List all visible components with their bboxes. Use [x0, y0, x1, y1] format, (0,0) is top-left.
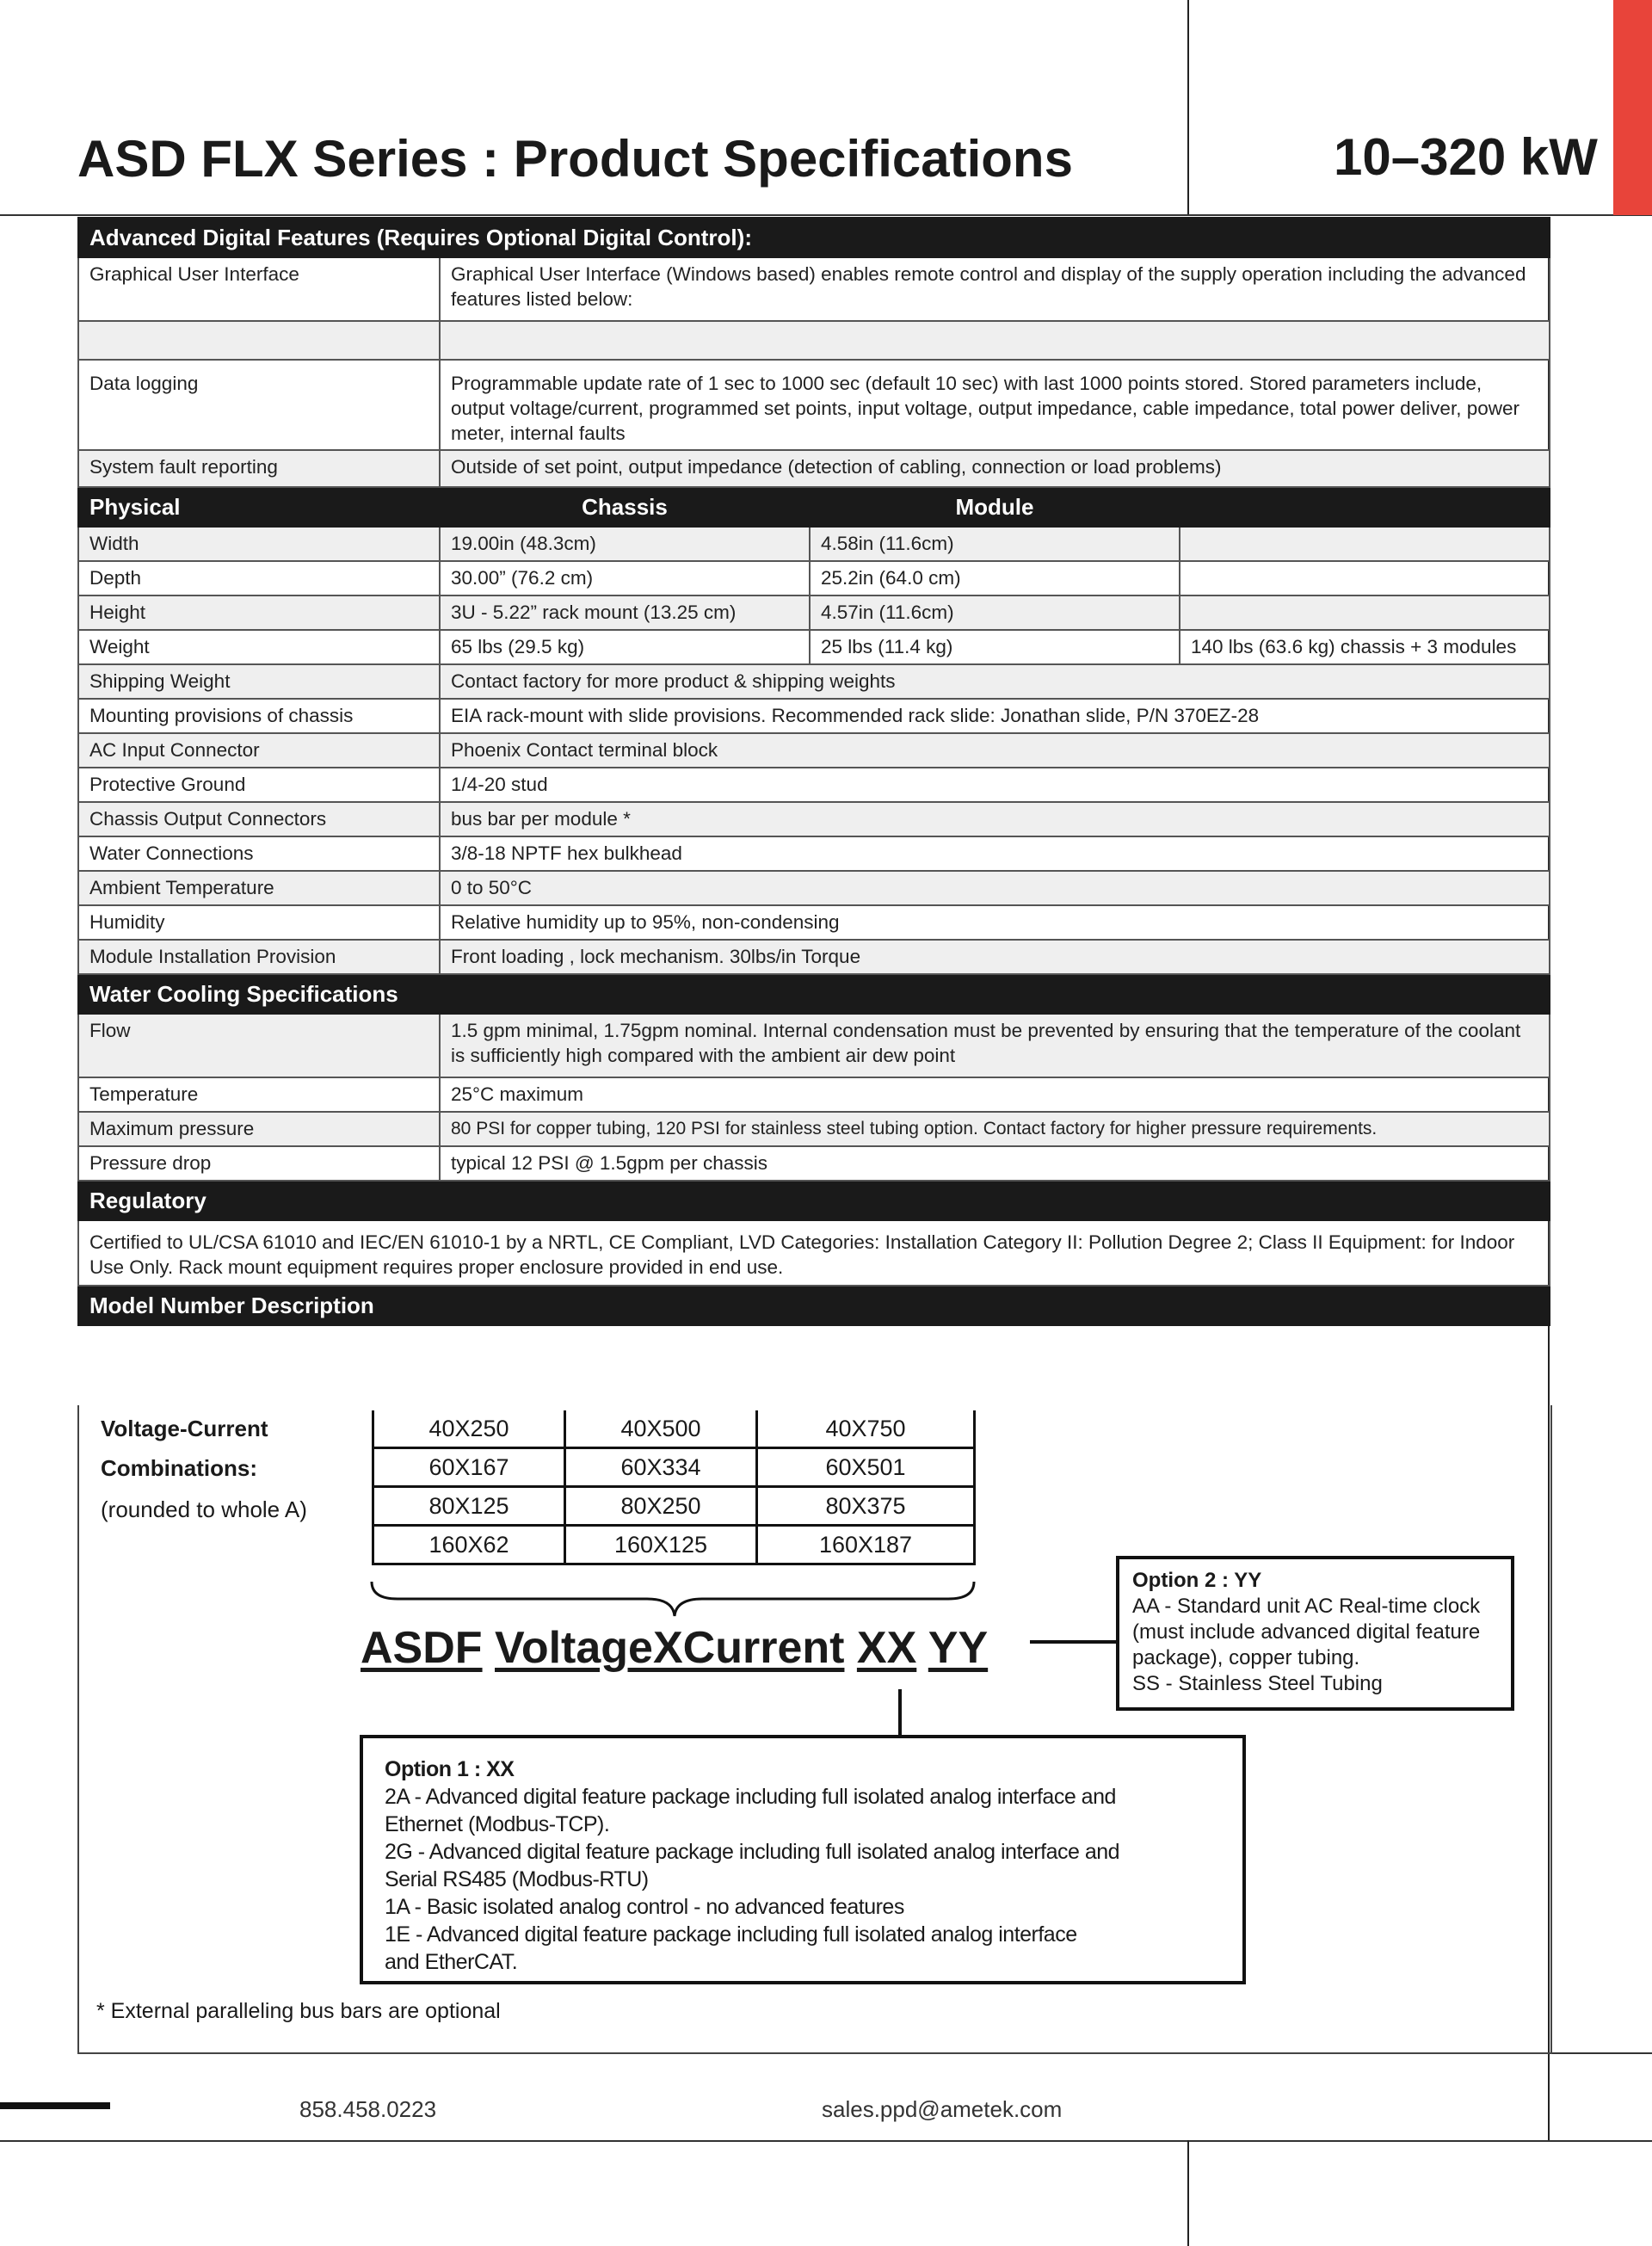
row-value: 1.5 gpm minimal, 1.75gpm nominal. Internal condensation must be prevented by ensuring that the temperature of the coolant is sufficiently high compared with the ambient air dew point: [440, 1014, 1550, 1077]
table-row: [78, 1220, 1550, 1286]
combo-cell: 40X750: [757, 1410, 975, 1448]
table-row: [78, 940, 1550, 974]
row-value: 80 PSI for copper tubing, 120 PSI for stainless steel tubing option. Contact factory for higher pressure requirements.: [440, 1112, 1550, 1146]
combo-cell: 160X62: [373, 1526, 565, 1564]
combo-cell: 80X375: [757, 1487, 975, 1526]
combo-cell: 40X500: [565, 1410, 757, 1448]
section-header-advanced: [78, 218, 1550, 257]
section-title: Advanced Digital Features (Requires Optional Digital Control):: [78, 218, 1550, 257]
row-label: Height: [78, 595, 440, 630]
table-row: [78, 905, 1550, 940]
row-value: 1/4-20 stud: [440, 768, 1550, 802]
row-value: [440, 321, 1550, 360]
combo-cell: 80X250: [565, 1487, 757, 1526]
row-extra: [1180, 561, 1550, 595]
row-value: Contact factory for more product & shipping weights: [440, 664, 1550, 699]
row-label: Graphical User Interface: [78, 257, 440, 321]
footer-phone: 858.458.0223: [299, 2096, 437, 2122]
option2-line: SS - Stainless Steel Tubing: [1132, 1672, 1383, 1695]
table-row: [78, 1146, 1550, 1181]
row-value: typical 12 PSI @ 1.5gpm per chassis: [440, 1146, 1550, 1181]
header-underline: [0, 214, 1652, 216]
combo-cell: 60X501: [757, 1448, 975, 1487]
combo-cell: 160X125: [565, 1526, 757, 1564]
row-label: Pressure drop: [78, 1146, 440, 1181]
table-row: [78, 450, 1550, 487]
row-label: Weight: [78, 630, 440, 664]
row-chassis: 3U - 5.22” rack mount (13.25 cm): [440, 595, 810, 630]
option1-line: 2A - Advanced digital feature package including full isolated analog interface and Ethernet (Modbus-TCP).: [385, 1785, 1116, 1836]
frame-line-top: [1187, 0, 1189, 215]
regulatory-text: Certified to UL/CSA 61010 and IEC/EN 61010-1 by a NRTL, CE Compliant, LVD Categories: Installation Category II: Pollution Degree 2; Class II Equipment: for Indoor Use Only. Rack mount equipment requires proper enclosure provided in end use.: [78, 1220, 1550, 1286]
spec-table-wrap: [77, 217, 1549, 1326]
row-label: Water Connections: [78, 836, 440, 871]
col-module: Module: [810, 487, 1180, 527]
table-row: [78, 836, 1550, 871]
row-value: bus bar per module *: [440, 802, 1550, 836]
section-title: Physical: [78, 487, 440, 527]
code-prefix: ASDF: [361, 1623, 483, 1673]
section-title: Regulatory: [78, 1181, 1550, 1220]
table-row: [78, 630, 1550, 664]
row-label: Ambient Temperature: [78, 871, 440, 905]
row-value: Programmable update rate of 1 sec to 1000 sec (default 10 sec) with last 1000 points stored. Stored parameters include, output voltage/current, programmed set points, input voltage, output impedance, cable impedance, total power deliver, power meter, internal faults: [440, 360, 1550, 450]
col-chassis: Chassis: [440, 487, 810, 527]
option2-box: [1116, 1556, 1514, 1711]
code-option1: XX: [856, 1623, 917, 1673]
section-header-model: [78, 1286, 1550, 1325]
row-chassis: 65 lbs (29.5 kg): [440, 630, 810, 664]
row-value: 25°C maximum: [440, 1077, 1550, 1112]
power-range: 10–320 kW: [1334, 128, 1598, 186]
row-label: Depth: [78, 561, 440, 595]
table-row: [78, 699, 1550, 733]
table-row: [78, 1077, 1550, 1112]
row-value: Front loading , lock mechanism. 30lbs/in Torque: [440, 940, 1550, 974]
row-label: Flow: [78, 1014, 440, 1077]
row-value: Phoenix Contact terminal block: [440, 733, 1550, 768]
row-label: Shipping Weight: [78, 664, 440, 699]
row-extra: [1180, 527, 1550, 561]
table-row: [78, 802, 1550, 836]
vc-label-1: Voltage-Current: [101, 1416, 268, 1441]
col-blank: [1180, 487, 1550, 527]
table-row: [78, 733, 1550, 768]
option1-box: [360, 1735, 1246, 1984]
row-label: Maximum pressure: [78, 1112, 440, 1146]
table-row: [78, 871, 1550, 905]
row-label: System fault reporting: [78, 450, 440, 487]
option1-line: 1E - Advanced digital feature package including full isolated analog interface and EtherCAT.: [385, 1922, 1077, 1974]
footnote: * External paralleling bus bars are optional: [96, 1999, 501, 2023]
section-header-regulatory: [78, 1181, 1550, 1220]
vc-label-2: Combinations:: [101, 1455, 257, 1481]
option2-line: AA - Standard unit AC Real-time clock (must include advanced digital feature package), copper tubing.: [1132, 1595, 1481, 1669]
row-label: Protective Ground: [78, 768, 440, 802]
row-label: Width: [78, 527, 440, 561]
code-voltage-current: VoltageXCurrent: [495, 1623, 845, 1673]
row-label: Temperature: [78, 1077, 440, 1112]
combo-cell: 160X187: [757, 1526, 975, 1564]
row-module: 4.57in (11.6cm): [810, 595, 1180, 630]
row-label: Module Installation Provision: [78, 940, 440, 974]
row-label: AC Input Connector: [78, 733, 440, 768]
row-extra: 140 lbs (63.6 kg) chassis + 3 modules: [1180, 630, 1550, 664]
table-row: [78, 595, 1550, 630]
row-module: 25 lbs (11.4 kg): [810, 630, 1180, 664]
brand-tab: [1613, 0, 1652, 215]
row-label: Chassis Output Connectors: [78, 802, 440, 836]
row-label: [78, 321, 440, 360]
section-header-cooling: [78, 974, 1550, 1014]
vc-label-3: (rounded to whole A): [101, 1496, 307, 1522]
table-row: [78, 664, 1550, 699]
row-value: EIA rack-mount with slide provisions. Recommended rack slide: Jonathan slide, P/N 370EZ-28: [440, 699, 1550, 733]
row-label: Mounting provisions of chassis: [78, 699, 440, 733]
option1-line: 1A - Basic isolated analog control - no advanced features: [385, 1895, 904, 1919]
table-row: [78, 1014, 1550, 1077]
footer-accent-bar: [0, 2102, 110, 2109]
model-number-area: [77, 1405, 1552, 2054]
table-row: [78, 360, 1550, 450]
option2-title: Option 2 : YY: [1132, 1569, 1262, 1592]
combo-cell: 60X167: [373, 1448, 565, 1487]
code-option2: YY: [928, 1623, 989, 1673]
footer-email[interactable]: sales.ppd@ametek.com: [822, 2096, 1063, 2122]
row-value: Outside of set point, output impedance (detection of cabling, connection or load problems): [440, 450, 1550, 487]
combo-cell: 60X334: [565, 1448, 757, 1487]
table-row: [78, 257, 1550, 321]
page-title: ASD FLX Series : Product Specifications: [77, 130, 1073, 188]
row-chassis: 30.00” (76.2 cm): [440, 561, 810, 595]
row-extra: [1180, 595, 1550, 630]
option1-line: 2G - Advanced digital feature package including full isolated analog interface and Serial RS485 (Modbus-RTU): [385, 1840, 1120, 1891]
row-label: Humidity: [78, 905, 440, 940]
option1-title: Option 1 : XX: [385, 1757, 515, 1781]
combo-cell: 80X125: [373, 1487, 565, 1526]
section-header-physical: [78, 487, 1550, 527]
row-module: 4.58in (11.6cm): [810, 527, 1180, 561]
row-label: Data logging: [78, 360, 440, 450]
section-title: Model Number Description: [78, 1286, 1550, 1325]
row-chassis: 19.00in (48.3cm): [440, 527, 810, 561]
frame-line-bottom: [1187, 2140, 1189, 2246]
row-value: Graphical User Interface (Windows based) enables remote control and display of the supply operation including the advanced features listed below:: [440, 257, 1550, 321]
table-row: [78, 527, 1550, 561]
spec-table: [77, 217, 1550, 1326]
row-value: Relative humidity up to 95%, non-condensing: [440, 905, 1550, 940]
table-row: [78, 321, 1550, 360]
table-row: [78, 1112, 1550, 1146]
row-value: 0 to 50°C: [440, 871, 1550, 905]
combo-cell: 40X250: [373, 1410, 565, 1448]
section-title: Water Cooling Specifications: [78, 974, 1550, 1014]
table-row: [78, 561, 1550, 595]
row-value: 3/8-18 NPTF hex bulkhead: [440, 836, 1550, 871]
table-row: [78, 768, 1550, 802]
footer-rule-bottom: [0, 2140, 1652, 2142]
row-module: 25.2in (64.0 cm): [810, 561, 1180, 595]
